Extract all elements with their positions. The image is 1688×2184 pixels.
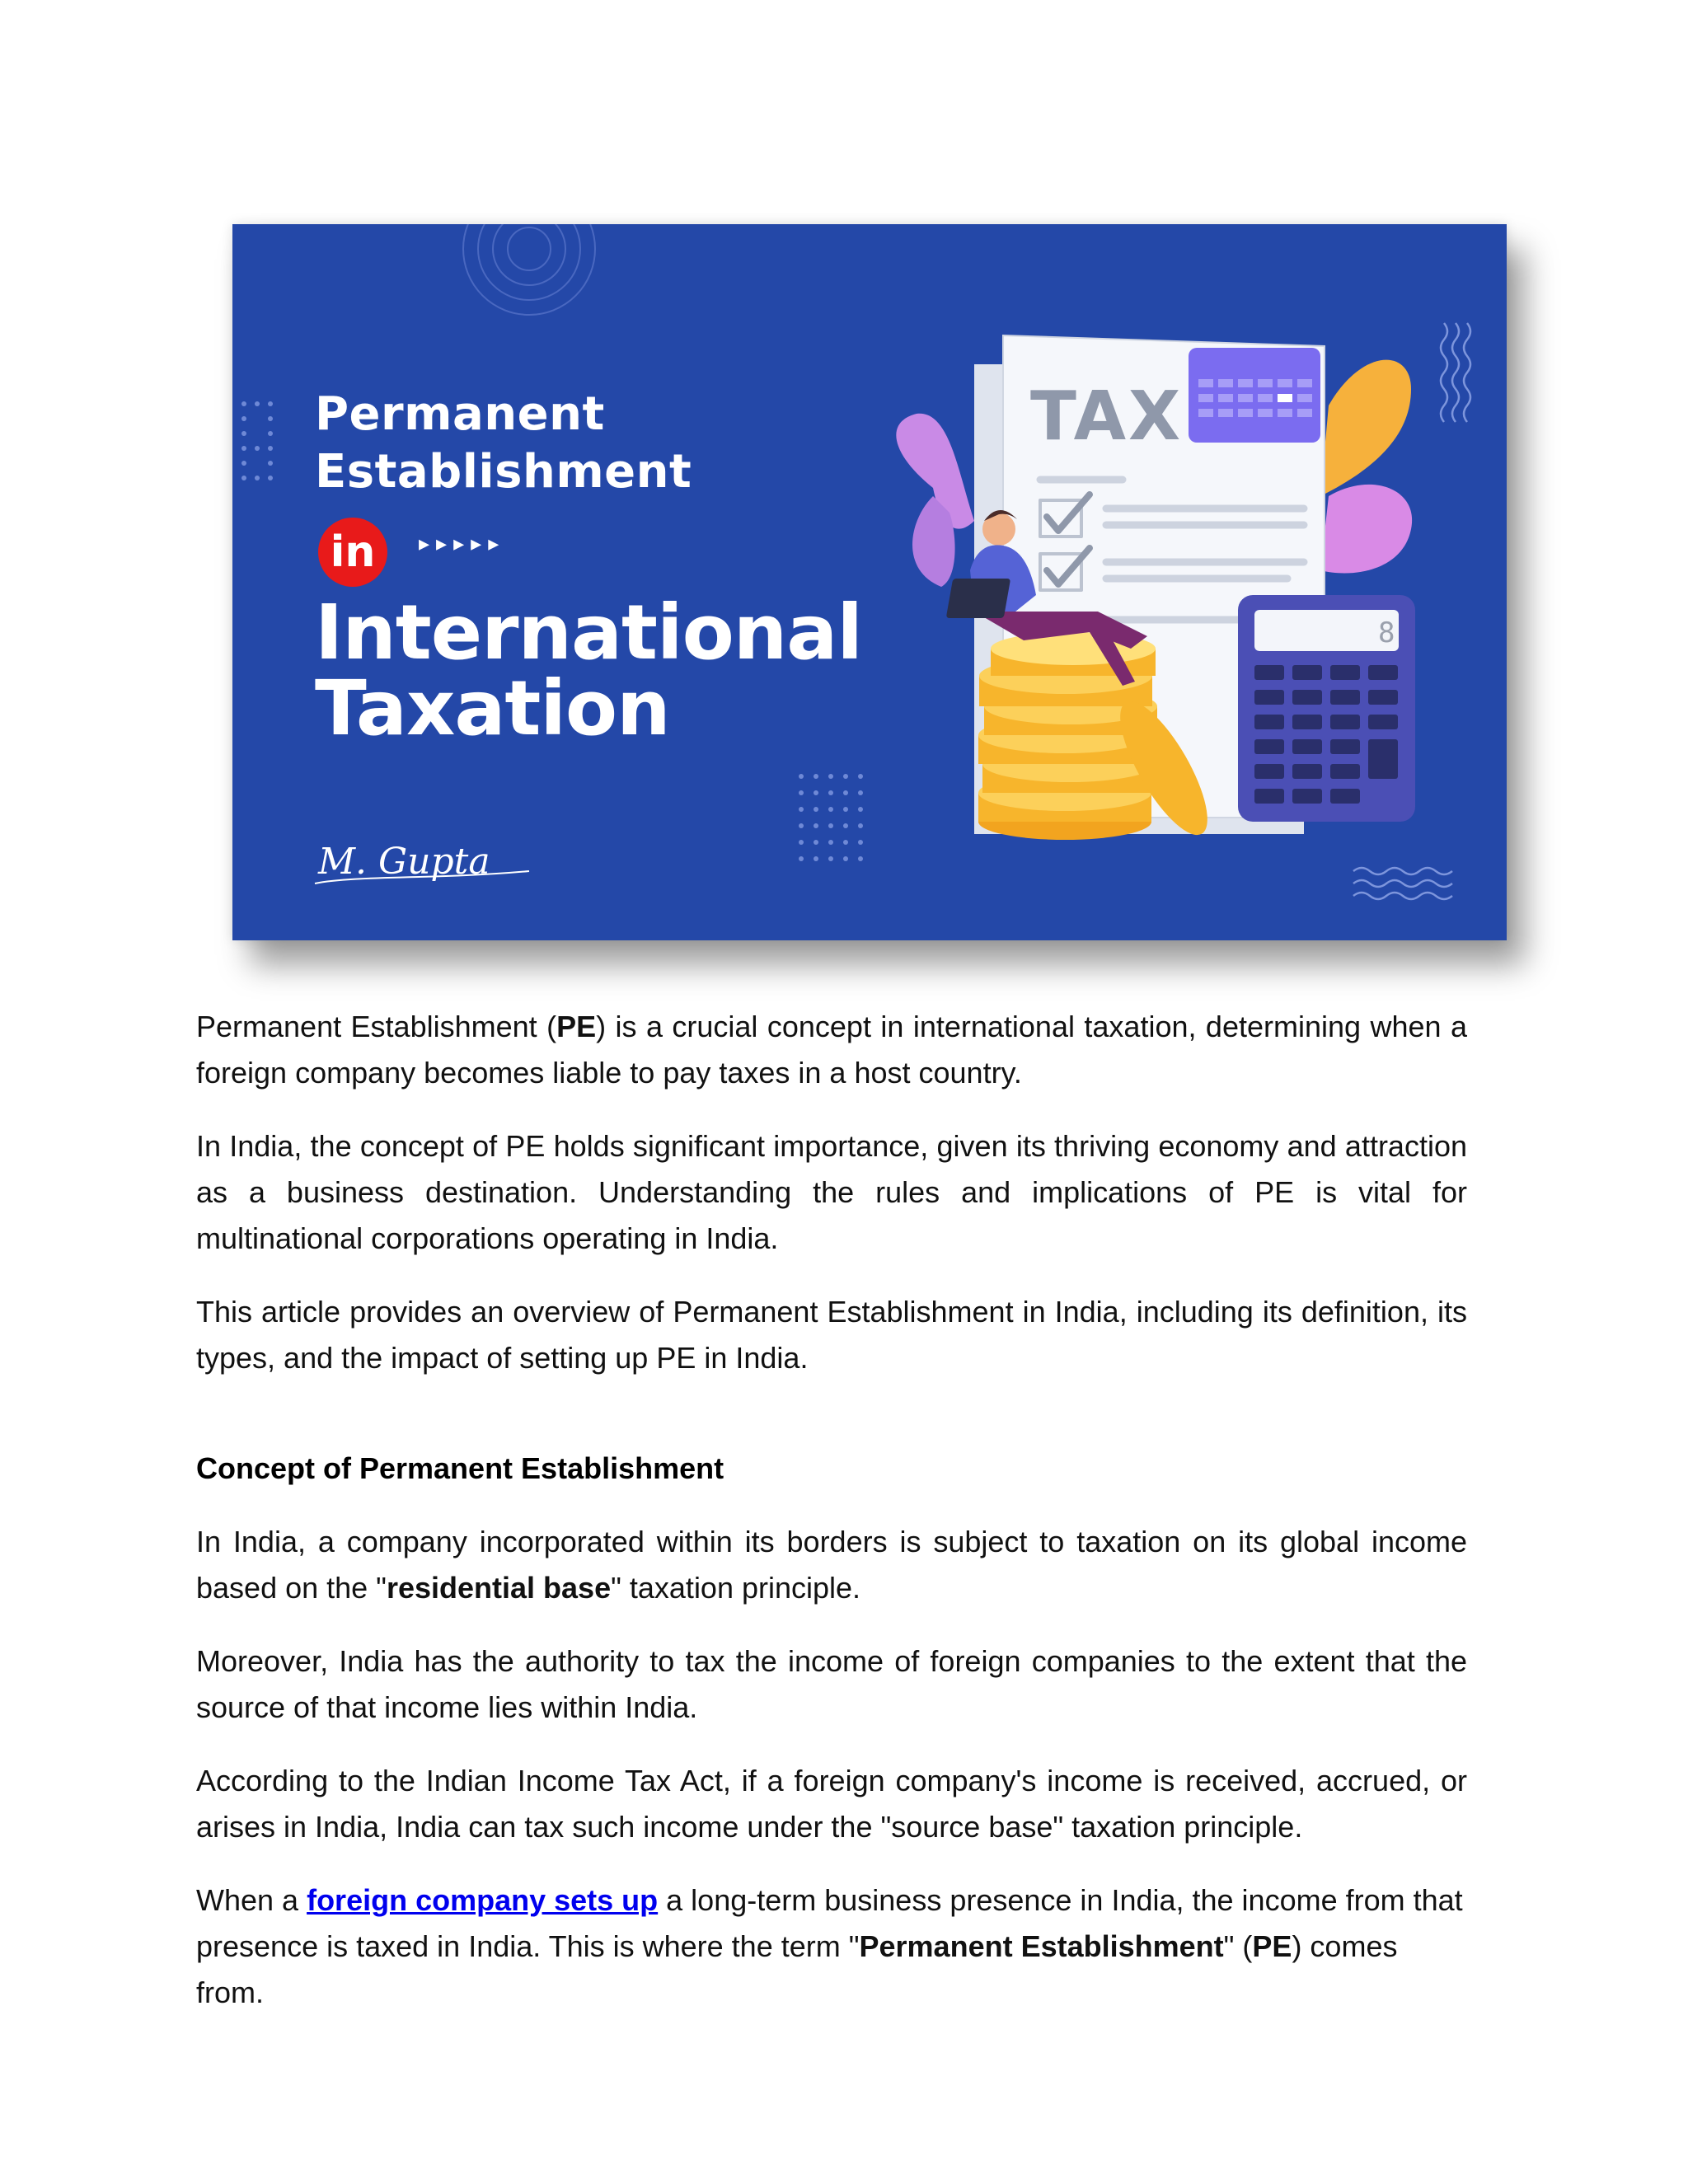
author-signature: M. Gupta <box>318 841 490 883</box>
arrow-chevrons: ▸▸▸▸▸ <box>419 531 506 555</box>
banner-illustration <box>232 224 1507 940</box>
wave-lines-right <box>1441 323 1470 422</box>
wave-lines-bottom <box>1353 868 1452 899</box>
dot-grid-center <box>799 774 863 861</box>
article-body <box>196 1004 1467 2043</box>
bold-permanent-establishment: Permanent Establishment <box>859 1929 1224 1963</box>
banner-canvas <box>232 224 1507 940</box>
paragraph-overview: This article provides an overview of Permanent Establishment in India, including its definition, its types, and the impact of setting up PE in India. <box>196 1295 1467 1375</box>
banner-title-line-2: Establishment <box>315 445 692 499</box>
foreign-company-link[interactable]: foreign company sets up <box>307 1883 659 1917</box>
tax-document-label: TAX <box>1030 377 1184 456</box>
bold-residential-base: residential base <box>386 1571 612 1605</box>
concentric-circles-decoration <box>463 224 595 315</box>
calculator-display-digit: 8 <box>1378 616 1395 649</box>
bold-pe: PE <box>556 1010 597 1043</box>
paragraph-intro: Permanent Establishment (PE) is a crucial concept in international taxation, determining when a foreign company becomes liable to pay taxes in a host country. <box>196 1010 1467 1090</box>
paragraph-residential-base: In India, a company incorporated within its borders is subject to taxation on its global income based on the "residential base" taxation principle. <box>196 1525 1467 1605</box>
calculator-screen <box>1254 610 1399 651</box>
bold-pe-2: PE <box>1252 1929 1292 1963</box>
paragraph-pe-origin: When a foreign company sets up a long-term business presence in India, the income from that presence is taxed in India. This is where the term "Permanent Establishment" (PE) comes from. <box>196 1883 1463 2009</box>
paragraph-foreign-income: Moreover, India has the authority to tax the income of foreign companies to the extent that the source of that income lies within India. <box>196 1644 1467 1724</box>
banner-title-line-1: Permanent <box>315 387 605 441</box>
in-badge: in <box>318 518 387 587</box>
pink-leaf-right <box>1320 485 1412 574</box>
hero-banner <box>232 224 1507 940</box>
orange-leaf-right <box>1320 360 1411 496</box>
paragraph-india-importance: In India, the concept of PE holds significant importance, given its thriving economy and attraction as a business destination. Understanding the rules and implications of PE is vital for multinational corporations operating in India. <box>196 1129 1467 1255</box>
banner-title-line-4: Taxation <box>315 664 670 752</box>
banner-title-line-3: International <box>315 588 862 677</box>
section-heading-concept: Concept of Permanent Establishment <box>196 1451 724 1485</box>
paragraph-source-base: According to the Indian Income Tax Act, if a foreign company's income is received, accrued, or arises in India, India can tax such income under the "source base" taxation principle. <box>196 1764 1467 1844</box>
dot-grid-left <box>241 401 273 480</box>
